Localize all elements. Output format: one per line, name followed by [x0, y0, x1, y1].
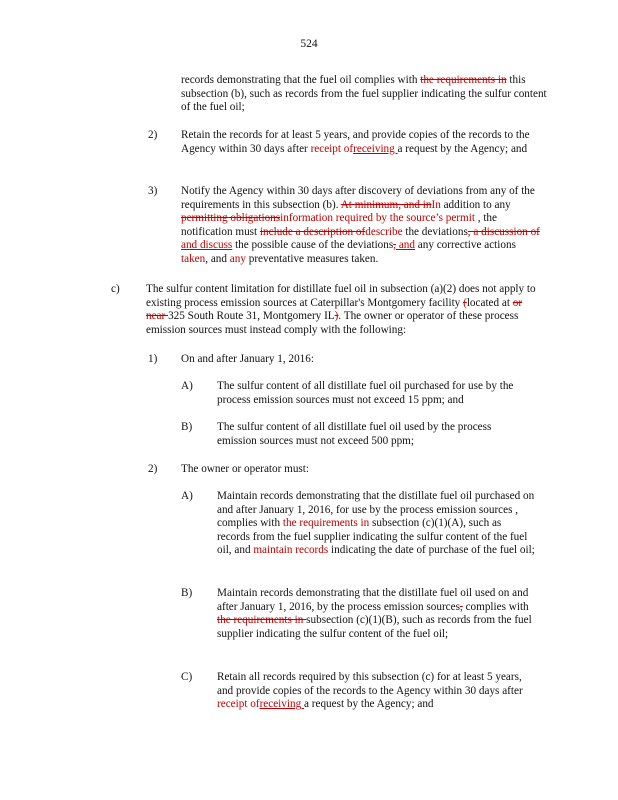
text: preventative measures taken. [245, 252, 379, 265]
deleted-text: , [459, 600, 463, 613]
inserted-underlined-text: and [396, 239, 415, 252]
text: the deviations [402, 225, 468, 238]
text: . The owner or operator of these process emission sources must instead comply with the following: [146, 310, 519, 336]
subsection-c-1-A [217, 380, 541, 407]
subsection-c-2 [181, 463, 541, 477]
text: The sulfur content of all distillate fuel oil purchased for use by the process emission sources must not exceed 15 ppm; and [217, 380, 514, 406]
text: subsection (c)(1)(A), such as records from the fuel supplier indicating the sulfur content of the fuel oil, and [217, 517, 528, 557]
deleted-text: the requirements in [420, 74, 507, 86]
text: , and [205, 252, 230, 265]
subsection-c-1-B [217, 421, 527, 448]
text: The owner or operator must: [181, 463, 309, 475]
deleted-text: or near [146, 296, 523, 323]
inserted-text: receipt of [217, 698, 260, 711]
text: Maintain records demonstrating that the distillate fuel oil used on and after January 1, 2016, by the process emission sources [217, 587, 529, 613]
text: 325 South Route 31, Montgomery IL [168, 310, 335, 323]
text: complies with [462, 600, 529, 613]
subsection-c-1 [181, 353, 541, 367]
inserted-underlined-text: receiving [353, 142, 398, 155]
deleted-text: At minimum, and in [340, 198, 432, 211]
text: The sulfur content limitation for distillate fuel oil in subsection (a)(2) does not apply to existing process emission sources at Caterpillar's Montgomery facility [146, 283, 536, 309]
text: On and after January 1, 2016: [181, 353, 314, 365]
text: this subsection (b), such as records from the fuel supplier indicating the sulfur content of the fuel oil; [181, 74, 547, 114]
text: Maintain records demonstrating that the distillate fuel oil purchased on and after January 1, 2016, for use by the process emission sources [217, 490, 535, 516]
deleted-text: permitting obligations [181, 212, 281, 225]
text: located at [466, 296, 513, 309]
text: records demonstrating that the fuel oil complies with [181, 74, 421, 86]
text: a request by the Agency; and [397, 142, 528, 155]
inserted-underlined-text: and discuss [181, 239, 233, 252]
inserted-text: describe [365, 225, 403, 238]
text: indicating the date of purchase of the fuel oil; [328, 544, 535, 557]
text: Retain all records required by this subsection (c) for at least 5 years, and provide copies of the records to the Agency within 30 days after [217, 671, 523, 697]
text: the possible cause of the deviations [232, 239, 394, 252]
item-label: 2) [148, 129, 158, 141]
inserted-text: the requirements in [282, 517, 370, 530]
deleted-text: include a description of [259, 225, 366, 238]
text: addition to any [440, 198, 511, 211]
subsection-c-2-A [217, 490, 535, 558]
subsection-label: c) [111, 283, 120, 295]
inserted-underlined-text: receiving [259, 698, 304, 711]
item-label: B) [181, 587, 193, 599]
item-label: 1) [148, 353, 158, 365]
text: a request by the Agency; and [303, 698, 434, 711]
text: subsection (c)(1)(B), such as records from the fuel supplier indicating the sulfur content of the fuel oil; [217, 614, 532, 640]
item-label: 2) [148, 463, 158, 475]
inserted-text: taken [181, 252, 206, 265]
subsection-b-continuation [181, 74, 549, 115]
deleted-text: ) [334, 310, 339, 323]
subsection-c [146, 283, 538, 337]
inserted-text: information required by the source’s permit [280, 212, 475, 225]
subsection-b-2 [181, 129, 547, 156]
subsection-b-3 [181, 185, 543, 267]
text: any corrective actions [414, 239, 516, 252]
inserted-text: receipt of [310, 142, 354, 155]
item-label: A) [181, 490, 193, 502]
item-label: A) [181, 380, 193, 392]
inserted-text: In [431, 198, 441, 211]
text: , complies with [217, 503, 519, 530]
deleted-text: ( [463, 296, 467, 309]
item-label: 3) [148, 185, 158, 197]
text: The sulfur content of all distillate fuel oil used by the process emission sources must not exceed 500 ppm; [217, 421, 492, 447]
text: Notify the Agency within 30 days after discovery of deviations from any of the requirements in this subsection (b). [181, 185, 535, 211]
inserted-text: maintain records [253, 544, 329, 557]
deleted-text: , [393, 239, 397, 252]
item-label: B) [181, 421, 193, 433]
page-number: 524 [300, 38, 318, 50]
deleted-text: the requirements in [217, 614, 307, 627]
text: Retain the records for at least 5 years, and provide copies of the records to the Agency within 30 days after [181, 129, 530, 155]
deleted-text: , a discussion of [467, 225, 540, 238]
item-label: C) [181, 671, 193, 683]
inserted-text: any [229, 252, 246, 265]
subsection-c-2-C [217, 671, 539, 712]
text: , the notification must [181, 212, 497, 238]
subsection-c-2-B [217, 587, 539, 641]
